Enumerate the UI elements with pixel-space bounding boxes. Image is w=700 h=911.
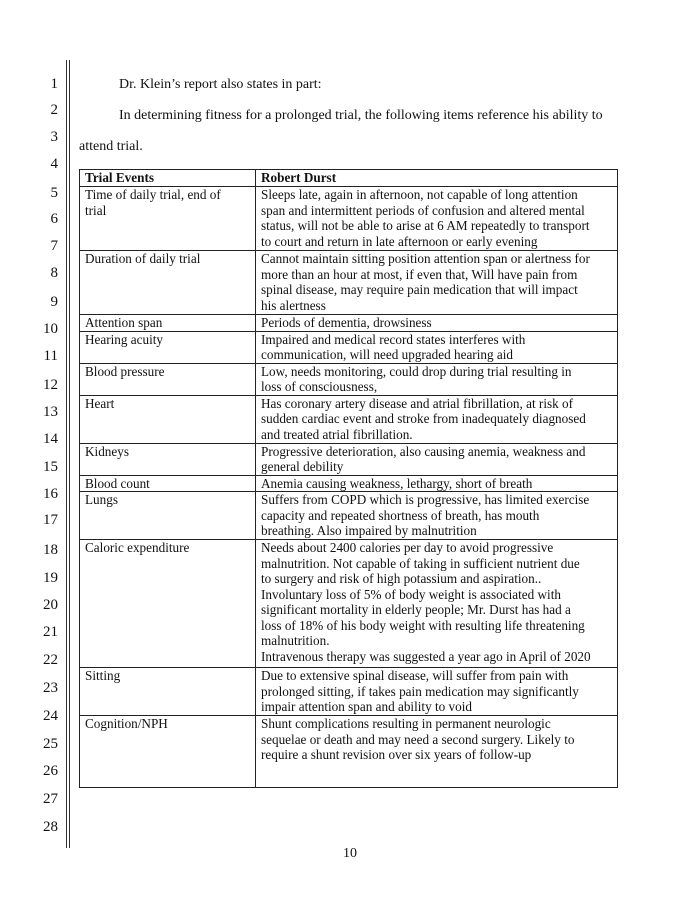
cell-durst-detail: [256, 187, 618, 251]
table-row: [80, 331, 618, 363]
table-row: [80, 716, 618, 788]
cell-text-line: sequelae or death and may need a second surgery. Likely to: [261, 731, 575, 747]
line-number: 16: [43, 486, 58, 502]
cell-durst-detail: [256, 475, 618, 492]
cell-trial-event: [80, 315, 256, 332]
cell-trial-event: [80, 251, 256, 315]
cell-durst-detail: [256, 540, 618, 668]
table-row: [80, 363, 618, 395]
line-number: 1: [50, 76, 58, 92]
line-number: 7: [50, 238, 58, 254]
cell-text-line: Needs about 2400 calories per day to avoid progressive: [261, 540, 554, 555]
cell-trial-event: [80, 668, 256, 716]
cell-text-line: Low, needs monitoring, could drop during trial resulting in: [261, 363, 572, 379]
line-number: 9: [50, 294, 58, 310]
cell-text-line: Cognition/NPH: [85, 716, 168, 731]
line-number: 27: [43, 791, 58, 807]
line-number: 12: [43, 377, 58, 393]
line-number: 22: [43, 652, 58, 668]
paragraph-determining: In determining fitness for a prolonged trial, the following items reference his ability to: [119, 108, 603, 123]
cell-text-line: Periods of dementia, drowsiness: [261, 315, 432, 330]
cell-text-line: Hearing acuity: [85, 331, 163, 347]
cell-trial-event: [80, 187, 256, 251]
table-row: [80, 187, 618, 251]
cell-text-line: Suffers from COPD which is progressive, has limited exercise: [261, 492, 590, 507]
cell-text-line: Shunt complications resulting in permanent neurologic: [261, 716, 551, 731]
cell-text-line: malnutrition. Not capable of taking in sufficient nutrient due: [261, 555, 580, 571]
line-number: 24: [43, 708, 58, 724]
cell-trial-event: [80, 395, 256, 443]
line-number: 2: [50, 102, 58, 118]
cell-text-line: trial: [85, 202, 107, 218]
line-number: 26: [43, 763, 58, 779]
table-row: [80, 492, 618, 540]
cell-durst-detail: [256, 363, 618, 395]
line-number: 23: [43, 680, 58, 696]
cell-text-line: more than an hour at most, if even that, Will have pain from: [261, 266, 578, 282]
cell-text-line: and treated atrial fibrillation.: [261, 426, 413, 442]
paragraph-attend-trial: attend trial.: [79, 139, 143, 154]
cell-durst-detail: [256, 443, 618, 475]
table-body: [80, 187, 618, 788]
cell-trial-event: [80, 716, 256, 788]
cell-durst-detail: [256, 331, 618, 363]
line-number-column: [0, 0, 62, 911]
header-robert-durst: Robert Durst: [256, 170, 618, 187]
cell-text-line: require a shunt revision over six years of follow-up: [261, 747, 532, 762]
line-number: 20: [43, 597, 58, 613]
cell-trial-event: [80, 443, 256, 475]
cell-durst-detail: [256, 315, 618, 332]
cell-text-line: general debility: [261, 459, 344, 474]
cell-text-line: Blood count: [85, 475, 150, 491]
line-number: 4: [50, 156, 58, 172]
table-row: [80, 668, 618, 716]
cell-text-line: loss of consciousness,: [261, 379, 378, 394]
cell-text-line: Sitting: [85, 668, 121, 683]
cell-text-line: significant mortality in elderly people; Mr. Durst has had a: [261, 602, 571, 617]
cell-text-line: Time of daily trial, end of: [85, 187, 221, 202]
line-number: 13: [43, 404, 58, 420]
table-row: [80, 540, 618, 668]
cell-text-line: Impaired and medical record states interferes with: [261, 331, 526, 347]
cell-text-line: span and intermittent periods of confusion and altered mental: [261, 202, 585, 218]
cell-text-line: communication, will need upgraded hearing aid: [261, 347, 513, 362]
line-number: 10: [43, 321, 58, 337]
cell-durst-detail: [256, 492, 618, 540]
cell-trial-event: [80, 475, 256, 492]
cell-text-line: Anemia causing weakness, lethargy, short of breath: [261, 475, 533, 491]
cell-durst-detail: [256, 668, 618, 716]
cell-durst-detail: [256, 395, 618, 443]
cell-text-line: Sleeps late, again in afternoon, not capable of long attention: [261, 187, 578, 202]
cell-trial-event: [80, 363, 256, 395]
cell-text-line: status, will not be able to arise at 6 AM repeatedly to transport: [261, 218, 590, 233]
line-number: 11: [43, 348, 58, 364]
cell-text-line: to court and return in late afternoon or early evening: [261, 233, 538, 249]
table-row: [80, 315, 618, 332]
line-number: 15: [43, 459, 58, 475]
line-number: 17: [43, 512, 58, 528]
cell-text-line: Heart: [85, 395, 115, 411]
line-number: 18: [43, 542, 58, 558]
table-row: [80, 475, 618, 492]
line-number: 25: [43, 736, 58, 752]
cell-text-line: Attention span: [85, 315, 163, 330]
cell-text-line: Has coronary artery disease and atrial fibrillation, at risk of: [261, 395, 573, 411]
cell-text-line: Progressive deterioration, also causing anemia, weakness and: [261, 443, 586, 459]
cell-trial-event: [80, 492, 256, 540]
line-number: 28: [43, 819, 58, 835]
line-number: 19: [43, 570, 58, 586]
cell-text-line: Involuntary loss of 5% of body weight is associated with: [261, 586, 561, 602]
line-number: 21: [43, 624, 58, 640]
line-number: 6: [50, 211, 58, 227]
cell-trial-event: [80, 540, 256, 668]
cell-text-line: Lungs: [85, 492, 118, 507]
cell-text-line: malnutrition.: [261, 633, 330, 648]
table-row: [80, 251, 618, 315]
cell-text-line: capacity and repeated shortness of breath, has mouth: [261, 507, 540, 523]
cell-text-line: his alertness: [261, 297, 326, 313]
cell-trial-event: [80, 331, 256, 363]
paragraph-intro: Dr. Klein’s report also states in part:: [119, 77, 322, 92]
cell-text-line: Intravenous therapy was suggested a year ago in April of 2020: [261, 648, 591, 664]
header-trial-events: Trial Events: [80, 170, 256, 187]
cell-text-line: Caloric expenditure: [85, 540, 190, 555]
margin-rule-right: [69, 60, 70, 848]
page-number: 10: [343, 846, 357, 861]
table-header-row: [80, 170, 618, 187]
line-number: 5: [50, 185, 58, 201]
cell-text-line: Due to extensive spinal disease, will suffer from pain with: [261, 668, 569, 683]
cell-text-line: Duration of daily trial: [85, 251, 201, 266]
line-number: 8: [50, 265, 58, 281]
trial-events-table: [79, 169, 618, 788]
cell-text-line: Kidneys: [85, 443, 129, 459]
cell-text-line: spinal disease, may require pain medication that will impact: [261, 282, 578, 297]
cell-durst-detail: [256, 251, 618, 315]
line-number: 3: [50, 129, 58, 145]
cell-text-line: Blood pressure: [85, 363, 165, 379]
table-row: [80, 443, 618, 475]
table-row: [80, 395, 618, 443]
cell-text-line: impair attention span and ability to void: [261, 699, 472, 714]
cell-durst-detail: [256, 716, 618, 788]
cell-text-line: to surgery and risk of high potassium and aspiration..: [261, 571, 542, 586]
cell-text-line: loss of 18% of his body weight with resulting life threatening: [261, 617, 585, 633]
cell-text-line: sudden cardiac event and stroke from inadequately diagnosed: [261, 411, 586, 426]
cell-text-line: prolonged sitting, if takes pain medication may significantly: [261, 683, 579, 699]
cell-text-line: Cannot maintain sitting position attention span or alertness for: [261, 251, 590, 266]
line-number: 14: [43, 431, 58, 447]
cell-text-line: breathing. Also impaired by malnutrition: [261, 523, 477, 538]
margin-rule-left: [66, 60, 67, 848]
